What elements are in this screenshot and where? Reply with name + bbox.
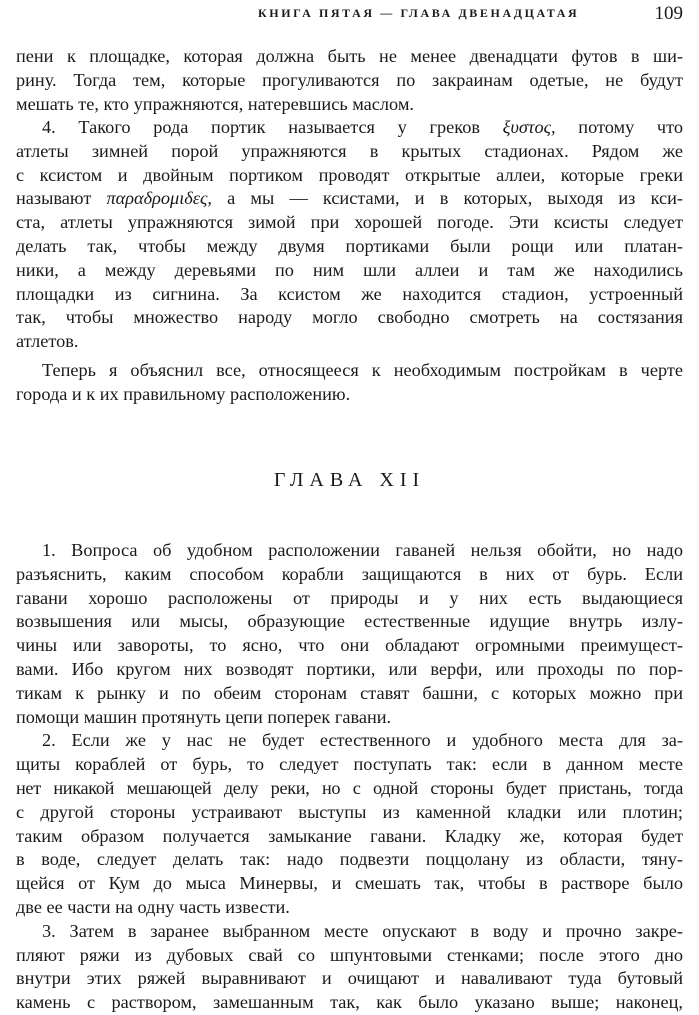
paragraph-4 [16,116,683,354]
section-continuation [16,45,683,116]
text-line: две ее части на одну часть извести. [16,896,290,917]
text-line: атлетов. [16,331,79,352]
text-line: таким образом получается замыкание гавани. Кладку же, которая будет [16,825,683,846]
text-line: гавани хорошо расположены от природы и у них есть выдающиеся [16,587,683,608]
running-head: КНИГА ПЯТАЯ — ГЛАВА ДВЕНАДЦАТАЯ [258,6,580,20]
text-line: щейся от Кум до мыса Минервы, и смешать так, чтобы в растворе было [16,873,683,894]
text-line: города и к их правильному расположению. [16,383,351,404]
text-line: возвышения или мысы, образующие естественные идущие внутрь излу- [16,611,683,632]
greek-word: παραδρομιδες, [106,188,212,209]
text-line: с ксистом и двойным портиком проводят открытые аллеи, которые греки [16,164,683,185]
text-line: пляют ряжи из дубовых свай со шпунтовыми стенками; после этого дно [16,944,683,965]
text-line: мешать те, кто упражняются, натеревшись маслом. [16,93,414,114]
text-line: пени к площадке, которая должна быть не менее двенадцати футов в ши- [16,46,683,66]
text-line: в воде, следует делать так: надо подвезти поццолану из области, тяну- [16,849,683,870]
text-line: разъяснить, каким способом корабли защищаются в них от бурь. Если [16,563,683,584]
text-line: помощи машин протянуть цепи поперек гавани. [16,706,392,727]
text-line: внутри этих ряжей выравнивают и очищают и наваливают туда бутовый [16,968,683,989]
text-line [16,187,683,211]
text-fragment: а мы — ксистами, и в которых, выходя из кси- [227,188,683,209]
text-fragment: называют [16,188,92,209]
page-number: 109 [654,3,683,24]
chapter-12-text [16,539,683,1015]
text-line: 2. Если же у нас не будет естественного и удобного места для за- [42,730,683,751]
text-line: нет никакой мешающей делу реки, но с одной стороны будет пристань, тогда [16,777,683,798]
text-line: площадки из сигнина. За ксистом же находится стадион, устроенный [16,283,683,304]
text-line: с другой стороны устраивают выступы из каменной кладки или плотин; [16,801,683,822]
text-line [16,116,683,140]
text-line: тикам к рынку и по обеим сторонам ставят башни, с которых можно при [16,682,683,703]
text-fragment: 4. Такого рода портик называется у греков [42,117,480,137]
text-line: атлеты зимней порой упражняются в крытых стадионах. Рядом же [16,140,683,161]
text-line: чины или завороты, то ясно, что они обладают огромными преимущест- [16,635,683,656]
text-line: щиты кораблей от бурь, то следует поступать так: если в данном месте [16,754,683,775]
text-line: 1. Вопроса об удобном расположении гаваней нельзя обойти, но надо [42,540,683,560]
chapter-title: ГЛАВА XII [273,469,426,491]
text-line: вами. Ибо кругом них возводят портики, или верфи, или проходы по пор- [16,658,683,679]
text-fragment: потому что [578,117,684,137]
text-line: ники, а между деревьями по ним шли аллеи и там же находились [16,259,683,280]
greek-word: ξυστος, [502,117,556,137]
text-line: ста, атлеты упражняются зимой при хорошей погоде. Эти ксисты следует [16,212,683,233]
text-line: делать так, чтобы между двумя портиками были рощи или платан- [16,235,683,256]
text-line: 3. Затем в заранее выбранном месте опускают в воду и прочно закре- [42,920,683,941]
text-line: так, чтобы множество народу могло свободно смотреть на состязания [16,307,683,328]
text-line: рину. Тогда тем, которые прогуливаются по закраинам одетые, не будут [16,69,683,90]
page-header [0,3,699,26]
text-line: камень с раствором, замешанным так, как было указано выше; наконец, [16,992,683,1013]
text-line: Теперь я объяснил все, относящееся к необходимым постройкам в черте [42,360,683,380]
conclusion-paragraph [16,359,683,407]
